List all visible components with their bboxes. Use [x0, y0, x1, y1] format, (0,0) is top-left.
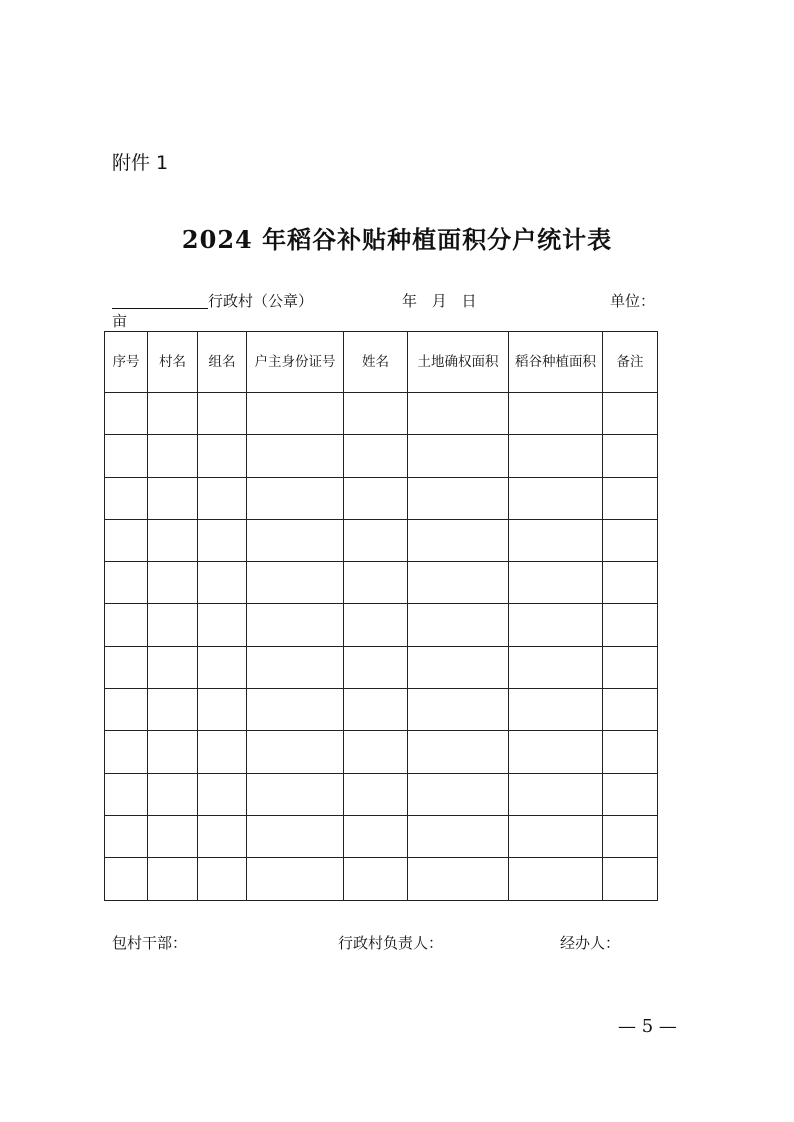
table-cell[interactable] [344, 689, 408, 731]
table-cell[interactable] [198, 773, 247, 815]
table-cell[interactable] [247, 435, 344, 477]
table-row [105, 731, 658, 773]
table-cell[interactable] [509, 393, 603, 435]
village-name-blank[interactable] [112, 308, 208, 309]
table-row [105, 393, 658, 435]
table-cell[interactable] [344, 731, 408, 773]
table-cell[interactable] [344, 435, 408, 477]
table-cell[interactable] [603, 393, 658, 435]
table-cell[interactable] [344, 773, 408, 815]
table-cell[interactable] [509, 477, 603, 519]
table-cell[interactable] [198, 731, 247, 773]
table-cell[interactable] [247, 689, 344, 731]
table-cell[interactable] [105, 435, 148, 477]
unit-label: 单位： [610, 292, 656, 310]
table-cell[interactable] [408, 858, 509, 900]
table-cell[interactable] [198, 646, 247, 688]
table-cell[interactable] [148, 815, 198, 857]
table-cell[interactable] [198, 815, 247, 857]
table-cell[interactable] [509, 773, 603, 815]
table-row [105, 858, 658, 900]
table-cell[interactable] [408, 773, 509, 815]
page-number: — 5 — [618, 1016, 677, 1037]
table-cell[interactable] [247, 858, 344, 900]
header-cell: 序号 [105, 332, 148, 393]
table-cell[interactable] [105, 731, 148, 773]
table-row [105, 519, 658, 561]
table-cell[interactable] [509, 689, 603, 731]
table-cell[interactable] [344, 562, 408, 604]
table-cell[interactable] [148, 435, 198, 477]
table-row [105, 435, 658, 477]
table-cell[interactable] [247, 604, 344, 646]
table-cell[interactable] [247, 773, 344, 815]
table-cell[interactable] [148, 477, 198, 519]
table-cell[interactable] [148, 773, 198, 815]
table-cell[interactable] [247, 731, 344, 773]
table-header-row [105, 332, 658, 393]
table-cell[interactable] [509, 562, 603, 604]
table-cell[interactable] [198, 519, 247, 561]
attachment-label: 附件 1 [112, 152, 169, 174]
table-cell[interactable] [603, 519, 658, 561]
village-head-signature-label: 行政村负责人： [338, 934, 444, 952]
table-cell[interactable] [603, 646, 658, 688]
table-cell[interactable] [247, 477, 344, 519]
table-cell[interactable] [408, 562, 509, 604]
table-cell[interactable] [148, 519, 198, 561]
table-cell[interactable] [408, 393, 509, 435]
table-row [105, 604, 658, 646]
table-cell[interactable] [198, 562, 247, 604]
table-row [105, 562, 658, 604]
table-cell[interactable] [198, 604, 247, 646]
table-cell[interactable] [105, 858, 148, 900]
table-cell[interactable] [603, 731, 658, 773]
header-cell: 姓名 [344, 332, 408, 393]
table-cell[interactable] [105, 562, 148, 604]
table-cell[interactable] [247, 815, 344, 857]
statistics-table [104, 331, 658, 901]
table-cell[interactable] [603, 773, 658, 815]
table-cell[interactable] [105, 773, 148, 815]
table-cell[interactable] [148, 689, 198, 731]
header-cell: 土地确权面积 [408, 332, 509, 393]
handler-signature-label: 经办人： [560, 934, 621, 952]
table-row [105, 773, 658, 815]
table-cell[interactable] [344, 393, 408, 435]
table-cell[interactable] [247, 393, 344, 435]
table-row [105, 815, 658, 857]
table-cell[interactable] [344, 858, 408, 900]
table-cell[interactable] [148, 562, 198, 604]
table-cell[interactable] [344, 604, 408, 646]
village-seal-label: 行政村（公章） [208, 292, 314, 310]
table-cell[interactable] [344, 477, 408, 519]
table-cell[interactable] [408, 646, 509, 688]
table-cell[interactable] [344, 815, 408, 857]
header-cell: 组名 [198, 332, 247, 393]
document-title: 2024 年稻谷补贴种植面积分户统计表 [181, 225, 613, 254]
table-cell[interactable] [603, 435, 658, 477]
table-row [105, 646, 658, 688]
table-cell[interactable] [509, 731, 603, 773]
table-cell[interactable] [148, 731, 198, 773]
table-cell[interactable] [105, 815, 148, 857]
table-cell[interactable] [198, 393, 247, 435]
table-cell[interactable] [603, 858, 658, 900]
table-cell[interactable] [408, 689, 509, 731]
header-cell: 稻谷种植面积 [509, 332, 603, 393]
unit-value: 亩 [112, 312, 128, 330]
table-cell[interactable] [148, 604, 198, 646]
table-cell[interactable] [148, 858, 198, 900]
table-cell[interactable] [603, 562, 658, 604]
table-cell[interactable] [247, 519, 344, 561]
table-cell[interactable] [105, 477, 148, 519]
table-cell[interactable] [247, 646, 344, 688]
table-cell[interactable] [105, 604, 148, 646]
table-cell[interactable] [509, 435, 603, 477]
table-cell[interactable] [603, 815, 658, 857]
table-cell[interactable] [408, 604, 509, 646]
table-cell[interactable] [344, 519, 408, 561]
header-cell: 村名 [148, 332, 198, 393]
table-cell[interactable] [408, 435, 509, 477]
table-cell[interactable] [509, 815, 603, 857]
village-cadre-signature-label: 包村干部： [112, 934, 188, 952]
table-cell[interactable] [509, 646, 603, 688]
header-cell: 户主身份证号 [247, 332, 344, 393]
table-cell[interactable] [603, 689, 658, 731]
table-cell[interactable] [105, 689, 148, 731]
header-cell: 备注 [603, 332, 658, 393]
table-cell[interactable] [408, 731, 509, 773]
table-cell[interactable] [198, 858, 247, 900]
table-cell[interactable] [198, 689, 247, 731]
table-cell[interactable] [408, 815, 509, 857]
table-row [105, 689, 658, 731]
table-cell[interactable] [344, 646, 408, 688]
table-cell[interactable] [408, 477, 509, 519]
table-cell[interactable] [105, 519, 148, 561]
table-cell[interactable] [105, 646, 148, 688]
table-cell[interactable] [148, 646, 198, 688]
table-cell[interactable] [198, 477, 247, 519]
table-cell[interactable] [198, 435, 247, 477]
date-label: 年 月 日 [402, 292, 477, 310]
table-cell[interactable] [105, 393, 148, 435]
table-cell[interactable] [247, 562, 344, 604]
table-cell[interactable] [408, 519, 509, 561]
table-cell[interactable] [148, 393, 198, 435]
table-cell[interactable] [509, 519, 603, 561]
table-row [105, 477, 658, 519]
table-cell[interactable] [509, 858, 603, 900]
table-cell[interactable] [603, 604, 658, 646]
table-cell[interactable] [603, 477, 658, 519]
table-cell[interactable] [509, 604, 603, 646]
